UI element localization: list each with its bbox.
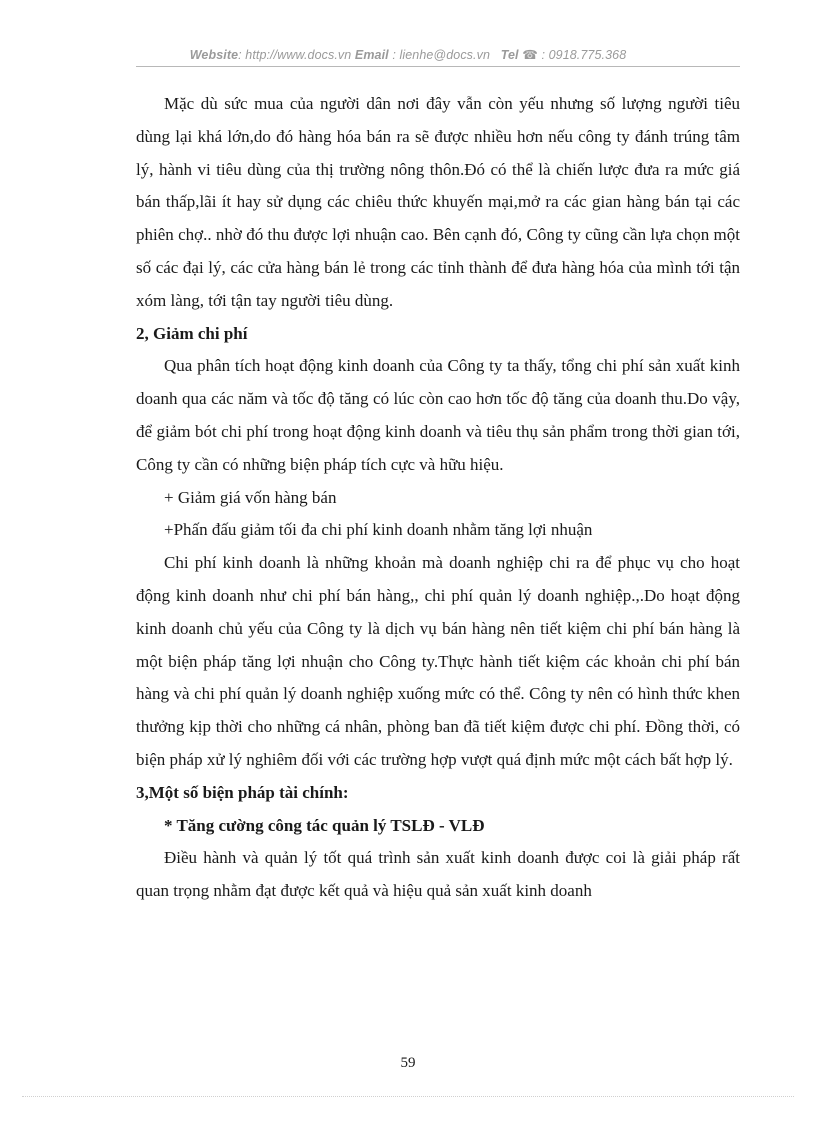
footer-divider	[22, 1096, 794, 1097]
paragraph-business-cost: Chi phí kinh doanh là những khoản mà doanh nghiệp chi ra để phục vụ cho hoạt động kinh doanh như chi phí bán hàng,, chi phí quản lý doanh nghiệp.,.Do hoạt động kinh doanh chủ yếu của Công ty là dịch vụ bán hàng nên tiết kiệm chi phí bán hàng là một biện pháp tăng lợi nhuận cho Công ty.Thực hành tiết kiệm các khoản chi phí bán hàng và chi phí quản lý doanh nghiệp xuống mức có thể. Công ty nên có hình thức khen thưởng kịp thời cho những cá nhân, phòng ban đã tiết kiệm được chi phí. Đồng thời, có biện pháp xử lý nghiêm đối với các trường hợp vượt quá định mức một cách bất hợp lý.	[136, 553, 740, 769]
paragraph-market: Mặc dù sức mua của người dân nơi đây vẫn còn yếu nhưng số lượng người tiêu dùng lại khá lớn,do đó hàng hóa bán ra sẽ được nhiều hơn nếu công ty đánh trúng tâm lý, hành vi tiêu dùng của thị trường nông thôn.Đó có thể là chiến lược đưa ra mức giá bán thấp,lãi ít hay sử dụng các chiêu thức khuyến mại,mở ra các gian hàng bán tại các phiên chợ.. nhờ đó thu được lợi nhuận cao. Bên cạnh đó, Công ty cũng cần lựa chọn một số các đại lý, các cửa hàng bán lẻ trong các tỉnh thành để đưa hàng hóa của mình tới tận xóm làng, tới tận tay người tiêu dùng.	[136, 94, 740, 310]
section-heading-2: 2, Giảm chi phí	[136, 323, 248, 343]
paragraph-management: Điều hành và quản lý tốt quá trình sản xuất kinh doanh được coi là giải pháp rất quan trọng nhằm đạt được kết quả và hiệu quả sản xuất kinh doanh	[136, 848, 740, 901]
bullet-reduce-cost-of-goods: + Giảm giá vốn hàng bán	[164, 487, 337, 507]
header-divider	[136, 66, 740, 67]
website-value: : http://www.docs.vn	[238, 48, 352, 62]
subsection-heading: * Tăng cường công tác quản lý TSLĐ - VLĐ	[164, 815, 485, 835]
website-label: Website	[189, 48, 239, 62]
tel-value: ☎ : 0918.775.368	[518, 48, 627, 62]
email-label: Email	[354, 48, 389, 62]
bullet-reduce-business-cost: +Phấn đấu giảm tối đa chi phí kinh doanh nhằm tăng lợi nhuận	[164, 520, 593, 540]
paragraph-cost-analysis: Qua phân tích hoạt động kinh doanh của Công ty ta thấy, tổng chi phí sản xuất kinh doanh qua các năm và tốc độ tăng có lúc còn cao hơn tốc độ tăng của doanh thu.Do vậy, để giảm bót chi phí trong hoạt động kinh doanh và tiêu thụ sản phẩm trong thời gian tới, Công ty cần có những biện pháp tích cực và hữu hiệu.	[136, 356, 740, 474]
email-value: : lienhe@docs.vn	[388, 48, 490, 62]
page-header	[0, 47, 816, 62]
document-body	[136, 88, 740, 908]
page-number: 59	[400, 1055, 416, 1071]
section-heading-3: 3,Một số biện pháp tài chính:	[136, 782, 349, 802]
tel-label: Tel	[500, 48, 519, 62]
